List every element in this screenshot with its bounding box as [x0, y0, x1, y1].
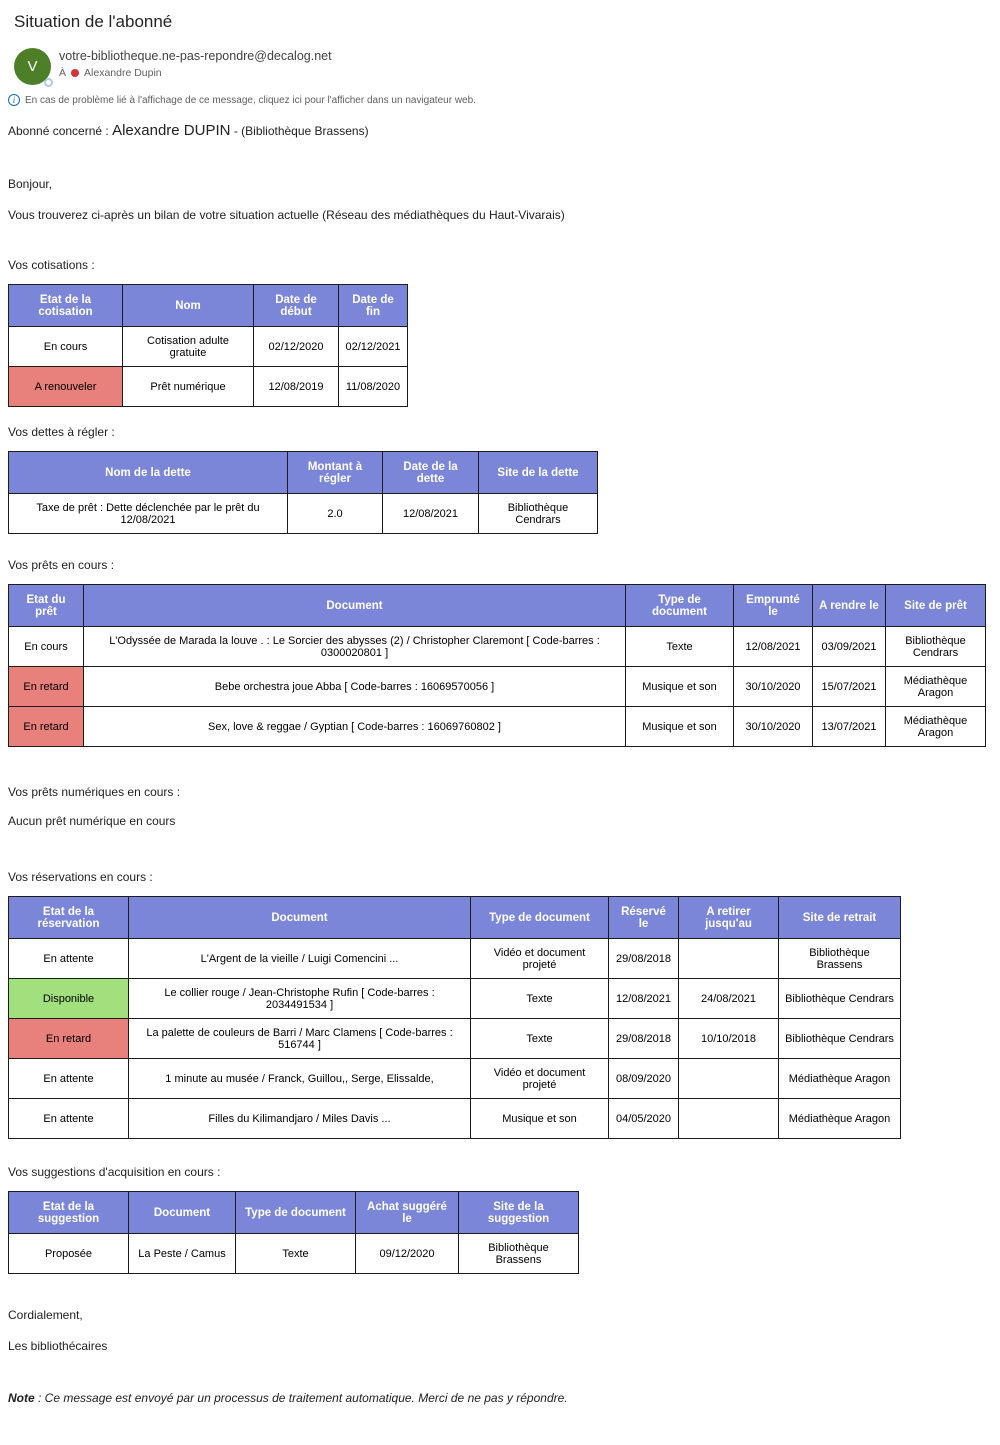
reservations-table — [8, 896, 901, 1139]
table-cell: 2.0 — [288, 494, 383, 534]
table-cell: 10/10/2018 — [679, 1019, 779, 1059]
table-row — [9, 1059, 901, 1099]
table-cell: 12/08/2021 — [609, 979, 679, 1019]
column-header: Etat de la cotisation — [9, 285, 123, 327]
presence-badge-icon — [44, 78, 53, 87]
status-cell: En cours — [9, 627, 84, 667]
avatar-letter: V — [27, 58, 38, 75]
table-cell: Médiathèque Aragon — [779, 1059, 901, 1099]
table-cell: Vidéo et document projeté — [471, 1059, 609, 1099]
table-cell: 02/12/2020 — [254, 327, 339, 367]
table-cell: 04/05/2020 — [609, 1099, 679, 1139]
sender-email[interactable]: votre-bibliotheque.ne-pas-repondre@decalog.net — [59, 49, 332, 63]
status-cell: En attente — [9, 1099, 129, 1139]
column-header: Nom — [123, 285, 254, 327]
table-row — [9, 327, 408, 367]
status-cell: Proposée — [9, 1234, 129, 1274]
email-subject: Situation de l'abonné — [14, 12, 173, 31]
column-header: Date de fin — [339, 285, 408, 327]
table-cell: La Peste / Camus — [129, 1234, 236, 1274]
column-header: Nom de la dette — [9, 452, 288, 494]
heading-prets: Vos prêts en cours : — [8, 558, 115, 572]
heading-prets-numeriques: Vos prêts numériques en cours : — [8, 785, 181, 799]
column-header: Achat suggéré le — [356, 1192, 459, 1234]
dettes-table — [8, 451, 598, 534]
table-cell: Cotisation adulte gratuite — [123, 327, 254, 367]
signature-text: Les bibliothécaires — [8, 1339, 108, 1353]
table-cell: Musique et son — [626, 667, 734, 707]
table-row — [9, 667, 986, 707]
status-cell: En attente — [9, 939, 129, 979]
column-header: Réservé le — [609, 897, 679, 939]
table-cell: L'Argent de la vieille / Luigi Comencini ... — [129, 939, 471, 979]
table-row — [9, 939, 901, 979]
table-cell: Sex, love & reggae / Gyptian [ Code-barres : 16069760802 ] — [84, 707, 626, 747]
table-cell — [679, 1059, 779, 1099]
table-row — [9, 707, 986, 747]
table-row — [9, 1019, 901, 1059]
status-cell: Taxe de prêt : Dette déclenchée par le prêt du 12/08/2021 — [9, 494, 288, 534]
table-row — [9, 627, 986, 667]
table-cell: Texte — [471, 979, 609, 1019]
table-cell: 29/08/2018 — [609, 939, 679, 979]
column-header: Date de la dette — [383, 452, 479, 494]
column-header: Emprunté le — [734, 585, 813, 627]
cotisations-table — [8, 284, 408, 407]
column-header: Etat de la réservation — [9, 897, 129, 939]
note-body: : Ce message est envoyé par un processus de traitement automatique. Merci de ne pas y répondre. — [34, 1391, 568, 1405]
table-cell: Musique et son — [626, 707, 734, 747]
heading-dettes: Vos dettes à régler : — [8, 425, 115, 439]
note-label: Note — [8, 1391, 35, 1405]
table-cell: La palette de couleurs de Barri / Marc Clamens [ Code-barres : 516744 ] — [129, 1019, 471, 1059]
to-label: À — [59, 67, 67, 79]
table-cell: 1 minute au musée / Franck, Guillou,, Serge, Elissalde, — [129, 1059, 471, 1099]
table-cell: Prêt numérique — [123, 367, 254, 407]
status-cell: En retard — [9, 667, 84, 707]
heading-suggestions: Vos suggestions d'acquisition en cours : — [8, 1165, 221, 1179]
recipient-line — [59, 67, 332, 79]
table-cell: Bibliothèque Brassens — [459, 1234, 579, 1274]
table-cell: Médiathèque Aragon — [886, 667, 986, 707]
table-cell: 29/08/2018 — [609, 1019, 679, 1059]
no-digital-loans-text: Aucun prêt numérique en cours — [8, 814, 176, 828]
status-cell: En retard — [9, 707, 84, 747]
table-cell: Texte — [236, 1234, 356, 1274]
table-cell: 03/09/2021 — [813, 627, 886, 667]
status-cell: En retard — [9, 1019, 129, 1059]
closing-text: Cordialement, — [8, 1308, 83, 1322]
table-cell: Bibliothèque Cendrars — [479, 494, 598, 534]
table-cell: 11/08/2020 — [339, 367, 408, 407]
table-cell — [679, 939, 779, 979]
table-cell: 30/10/2020 — [734, 707, 813, 747]
suggestions-table — [8, 1191, 579, 1274]
table-cell: Bibliothèque Brassens — [779, 939, 901, 979]
info-icon: i — [8, 94, 20, 106]
table-cell — [679, 1099, 779, 1139]
table-cell: 30/10/2020 — [734, 667, 813, 707]
table-cell: 12/08/2019 — [254, 367, 339, 407]
column-header: Site de retrait — [779, 897, 901, 939]
table-cell: Médiathèque Aragon — [779, 1099, 901, 1139]
column-header: Document — [129, 897, 471, 939]
status-cell: A renouveler — [9, 367, 123, 407]
column-header: Site de la dette — [479, 452, 598, 494]
table-cell: Musique et son — [471, 1099, 609, 1139]
column-header: Etat du prêt — [9, 585, 84, 627]
email-header — [14, 48, 992, 85]
column-header: Type de document — [471, 897, 609, 939]
table-cell: 15/07/2021 — [813, 667, 886, 707]
table-cell: Texte — [471, 1019, 609, 1059]
note-text — [8, 1391, 992, 1405]
table-cell: 12/08/2021 — [383, 494, 479, 534]
status-cell: En attente — [9, 1059, 129, 1099]
table-row — [9, 367, 408, 407]
status-cell: Disponible — [9, 979, 129, 1019]
table-cell: 02/12/2021 — [339, 327, 408, 367]
column-header: Montant à régler — [288, 452, 383, 494]
column-header: Document — [84, 585, 626, 627]
subscriber-line — [8, 122, 992, 139]
subscriber-label: Abonné concerné : — [8, 124, 109, 138]
column-header: Document — [129, 1192, 236, 1234]
column-header: A retirer jusqu'au — [679, 897, 779, 939]
column-header: Site de prêt — [886, 585, 986, 627]
sender-block — [59, 48, 332, 79]
table-cell: L'Odyssée de Marada la louve . : Le Sorcier des abysses (2) / Christopher Claremont [ Code-barres : 0300020801 ] — [84, 627, 626, 667]
subscriber-site: - (Bibliothèque Brassens) — [233, 124, 369, 138]
table-cell: Bebe orchestra joue Abba [ Code-barres : 16069570056 ] — [84, 667, 626, 707]
table-cell: 08/09/2020 — [609, 1059, 679, 1099]
prets-table — [8, 584, 986, 747]
table-row — [9, 1234, 579, 1274]
table-row — [9, 494, 598, 534]
table-row — [9, 1099, 901, 1139]
table-cell: Le collier rouge / Jean-Christophe Rufin [ Code-barres : 2034491534 ] — [129, 979, 471, 1019]
greeting-text: Bonjour, — [8, 177, 53, 191]
column-header: Type de document — [236, 1192, 356, 1234]
table-cell: Bibliothèque Cendrars — [779, 1019, 901, 1059]
table-cell: Vidéo et document projeté — [471, 939, 609, 979]
table-cell: 09/12/2020 — [356, 1234, 459, 1274]
category-dot-icon — [71, 69, 79, 77]
info-banner-text: En cas de problème lié à l'affichage de ce message, cliquez ici pour l'afficher dans un navigateur web. — [25, 94, 476, 106]
table-cell: Texte — [626, 627, 734, 667]
table-cell: 13/07/2021 — [813, 707, 886, 747]
table-cell: Filles du Kilimandjaro / Miles Davis ... — [129, 1099, 471, 1139]
column-header: Site de la suggestion — [459, 1192, 579, 1234]
open-in-browser-banner[interactable] — [8, 94, 992, 106]
heading-cotisations: Vos cotisations : — [8, 258, 95, 272]
sender-avatar[interactable] — [14, 48, 51, 85]
table-cell: 24/08/2021 — [679, 979, 779, 1019]
column-header: A rendre le — [813, 585, 886, 627]
subscriber-name: Alexandre DUPIN — [112, 122, 231, 139]
heading-reservations: Vos réservations en cours : — [8, 870, 153, 884]
table-cell: 12/08/2021 — [734, 627, 813, 667]
table-cell: Bibliothèque Cendrars — [779, 979, 901, 1019]
intro-text: Vous trouverez ci-après un bilan de votre situation actuelle (Réseau des médiathèques du Haut-Vivarais) — [8, 208, 565, 222]
column-header: Type de document — [626, 585, 734, 627]
column-header: Date de début — [254, 285, 339, 327]
recipient-name[interactable]: Alexandre Dupin — [84, 67, 162, 79]
status-cell: En cours — [9, 327, 123, 367]
column-header: Etat de la suggestion — [9, 1192, 129, 1234]
table-cell: Médiathèque Aragon — [886, 707, 986, 747]
table-row — [9, 979, 901, 1019]
table-cell: Bibliothèque Cendrars — [886, 627, 986, 667]
